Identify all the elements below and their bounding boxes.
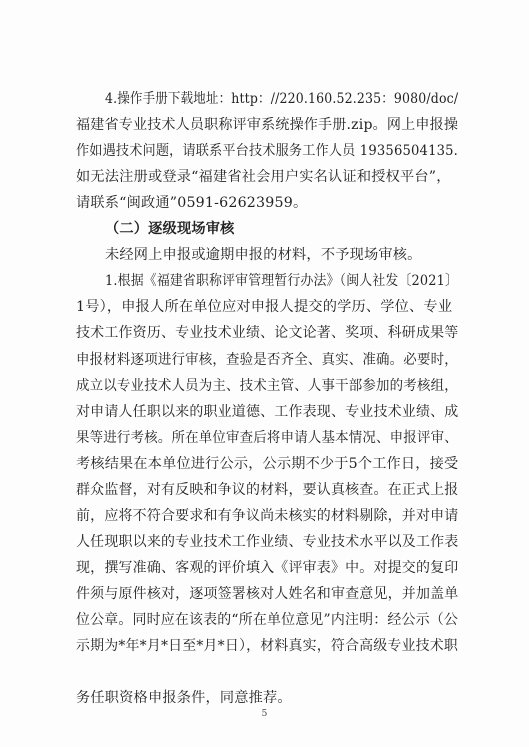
page-number: 5 xyxy=(261,709,268,719)
text-line: 示期为*年*月*日至*月*日），材料真实，符合高级专业技术职 xyxy=(76,638,459,654)
text-line: 现，撰写准确、客观的评价填入《评审表》中。对提交的复印 xyxy=(76,560,459,576)
text-line: 申报材料逐项进行审核，查验是否齐全、真实、准确。必要时， xyxy=(76,352,458,368)
text-line: 考核结果在本单位进行公示，公示期不少于5个工作日，接受 xyxy=(76,456,459,472)
text-line: 务任职资格申报条件，同意推荐。 xyxy=(76,690,292,706)
text-line: 请联系“闽政通”0591-62623959。 xyxy=(76,195,308,211)
text-line: 技术工作资历、专业技术业绩、论文论著、奖项、科研成果等 xyxy=(76,325,459,341)
text-line: 4.操作手册下载地址：http：//220.160.52.235：9080/doc/ xyxy=(105,91,459,107)
text-line: 1.根据《福建省职称评审管理暂行办法》（闽人社发〔2021〕 xyxy=(105,273,459,289)
text-line: 位公章。同时应在该表的“所在单位意见”内注明：经公示（公 xyxy=(76,612,458,628)
text-line: 作如遇技术问题，请联系平台技术服务工作人员 19356504135. xyxy=(76,143,459,159)
text-line: 成立以专业技术人员为主、技术主管、人事干部参加的考核组， xyxy=(76,378,458,394)
text-line: 件须与原件核对，逐项签署核对人姓名和审查意见，并加盖单 xyxy=(76,586,459,602)
text-line: 如无法注册或登录“福建省社会用户实名认证和授权平台”， xyxy=(76,169,451,185)
text-line: 果等进行考核。所在单位审查后将申请人基本情况、申报评审、 xyxy=(76,430,458,446)
section-heading: （二）逐级现场审核 xyxy=(105,221,235,237)
text-line: 1号），申报人所在单位应对申报人提交的学历、学位、专业 xyxy=(76,299,453,315)
text-line: 未经网上申报或逾期申报的材料，不予现场审核。 xyxy=(105,247,422,263)
text-line: 群众监督，对有反映和争议的材料，要认真核查。在正式上报 xyxy=(76,482,459,498)
text-line: 福建省专业技术人员职称评审系统操作手册.zip。网上申报操 xyxy=(76,117,459,133)
text-line: 前，应将不符合要求和有争议尚未核实的材料剔除，并对申请 xyxy=(76,508,459,524)
text-line: 对申请人任职以来的职业道德、工作表现、专业技术业绩、成 xyxy=(76,404,459,420)
text-line: 人任现职以来的专业技术工作业绩、专业技术水平以及工作表 xyxy=(76,534,459,550)
